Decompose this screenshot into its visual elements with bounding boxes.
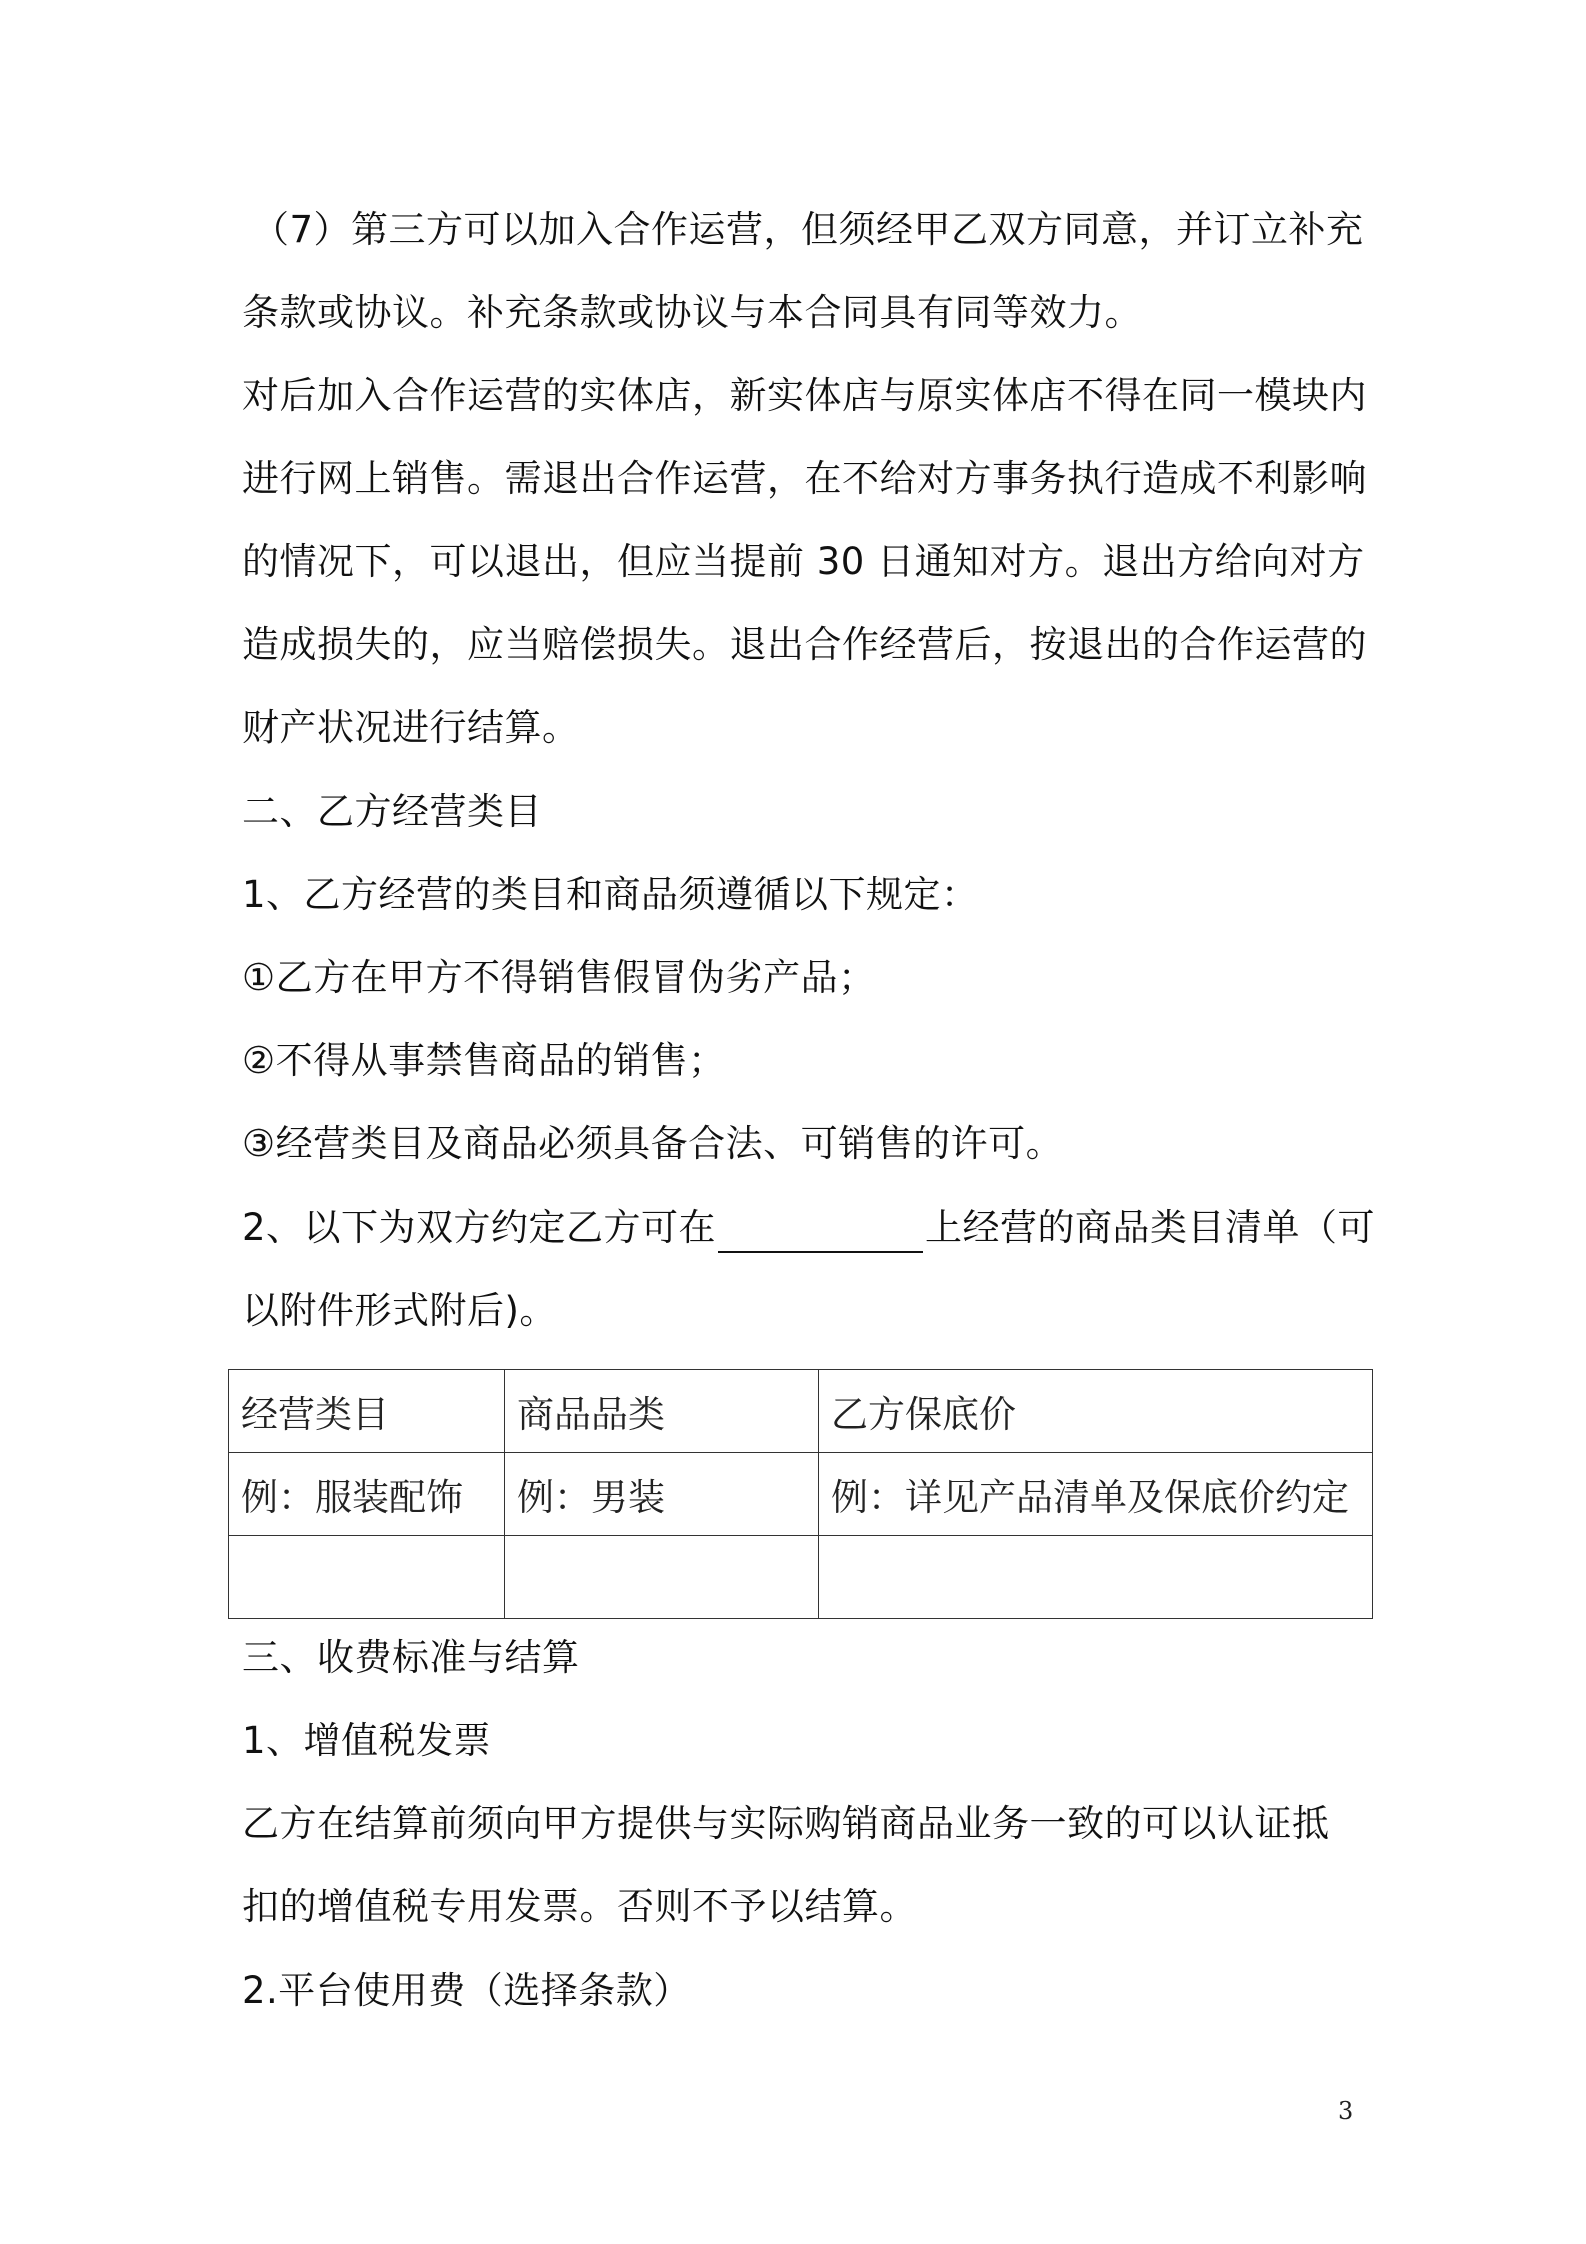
table-cell[interactable] [505,1536,819,1619]
paragraph-line: （7）第三方可以加入合作运营，但须经甲乙双方同意，并订立补充 [252,208,1364,251]
rule-item: ②不得从事禁售商品的销售； [242,1039,726,1082]
paragraph-line: 的情况下，可以退出，但应当提前 30 日通知对方。退出方给向对方 [242,540,1365,583]
list-item-text-before: 2、以下为双方约定乙方可在 [242,1206,717,1249]
table-cell: 例：服装配饰 [229,1453,505,1536]
table-cell: 例：详见产品清单及保底价约定 [819,1453,1373,1536]
table-cell[interactable] [229,1536,505,1619]
paragraph-line: 对后加入合作运营的实体店，新实体店与原实体店不得在同一模块内 [242,374,1367,417]
table-row [229,1536,1373,1619]
section-heading: 三、收费标准与结算 [242,1636,580,1679]
paragraph-line: 造成损失的，应当赔偿损失。退出合作经营后，按退出的合作运营的 [242,623,1367,666]
paragraph-line: 财产状况进行结算。 [242,706,580,749]
paragraph-line: 条款或协议。补充条款或协议与本合同具有同等效力。 [242,291,1142,334]
list-item: 1、乙方经营的类目和商品须遵循以下规定： [242,873,979,916]
section-heading: 二、乙方经营类目 [242,790,542,833]
list-item-continued: 以附件形式附后)。 [242,1289,557,1332]
table-row [229,1453,1373,1536]
fill-in-blank[interactable] [718,1211,923,1253]
table-header-cell: 商品品类 [505,1370,819,1453]
rule-item: ③经营类目及商品必须具备合法、可销售的许可。 [242,1122,1064,1165]
paragraph-line: 扣的增值税专用发票。否则不予以结算。 [242,1885,917,1928]
paragraph-line: 乙方在结算前须向甲方提供与实际购销商品业务一致的可以认证抵 [242,1802,1330,1845]
table-header-cell: 经营类目 [229,1370,505,1453]
list-item: 2.平台使用费（选择条款） [242,1969,691,2012]
list-item-text-after: 上经营的商品类目清单（可 [925,1206,1376,1249]
list-item: 1、增值税发票 [242,1719,492,1762]
category-table [228,1369,1372,1619]
table-header-row [229,1370,1373,1453]
list-item-with-blank [242,1203,1375,1253]
table-header-cell: 乙方保底价 [819,1370,1373,1453]
paragraph-line: 进行网上销售。需退出合作运营，在不给对方事务执行造成不利影响 [242,457,1367,500]
table-cell: 例：男装 [505,1453,819,1536]
rule-item: ①乙方在甲方不得销售假冒伪劣产品； [242,956,876,999]
page-number: 3 [1338,2097,1354,2125]
table-cell[interactable] [819,1536,1373,1619]
